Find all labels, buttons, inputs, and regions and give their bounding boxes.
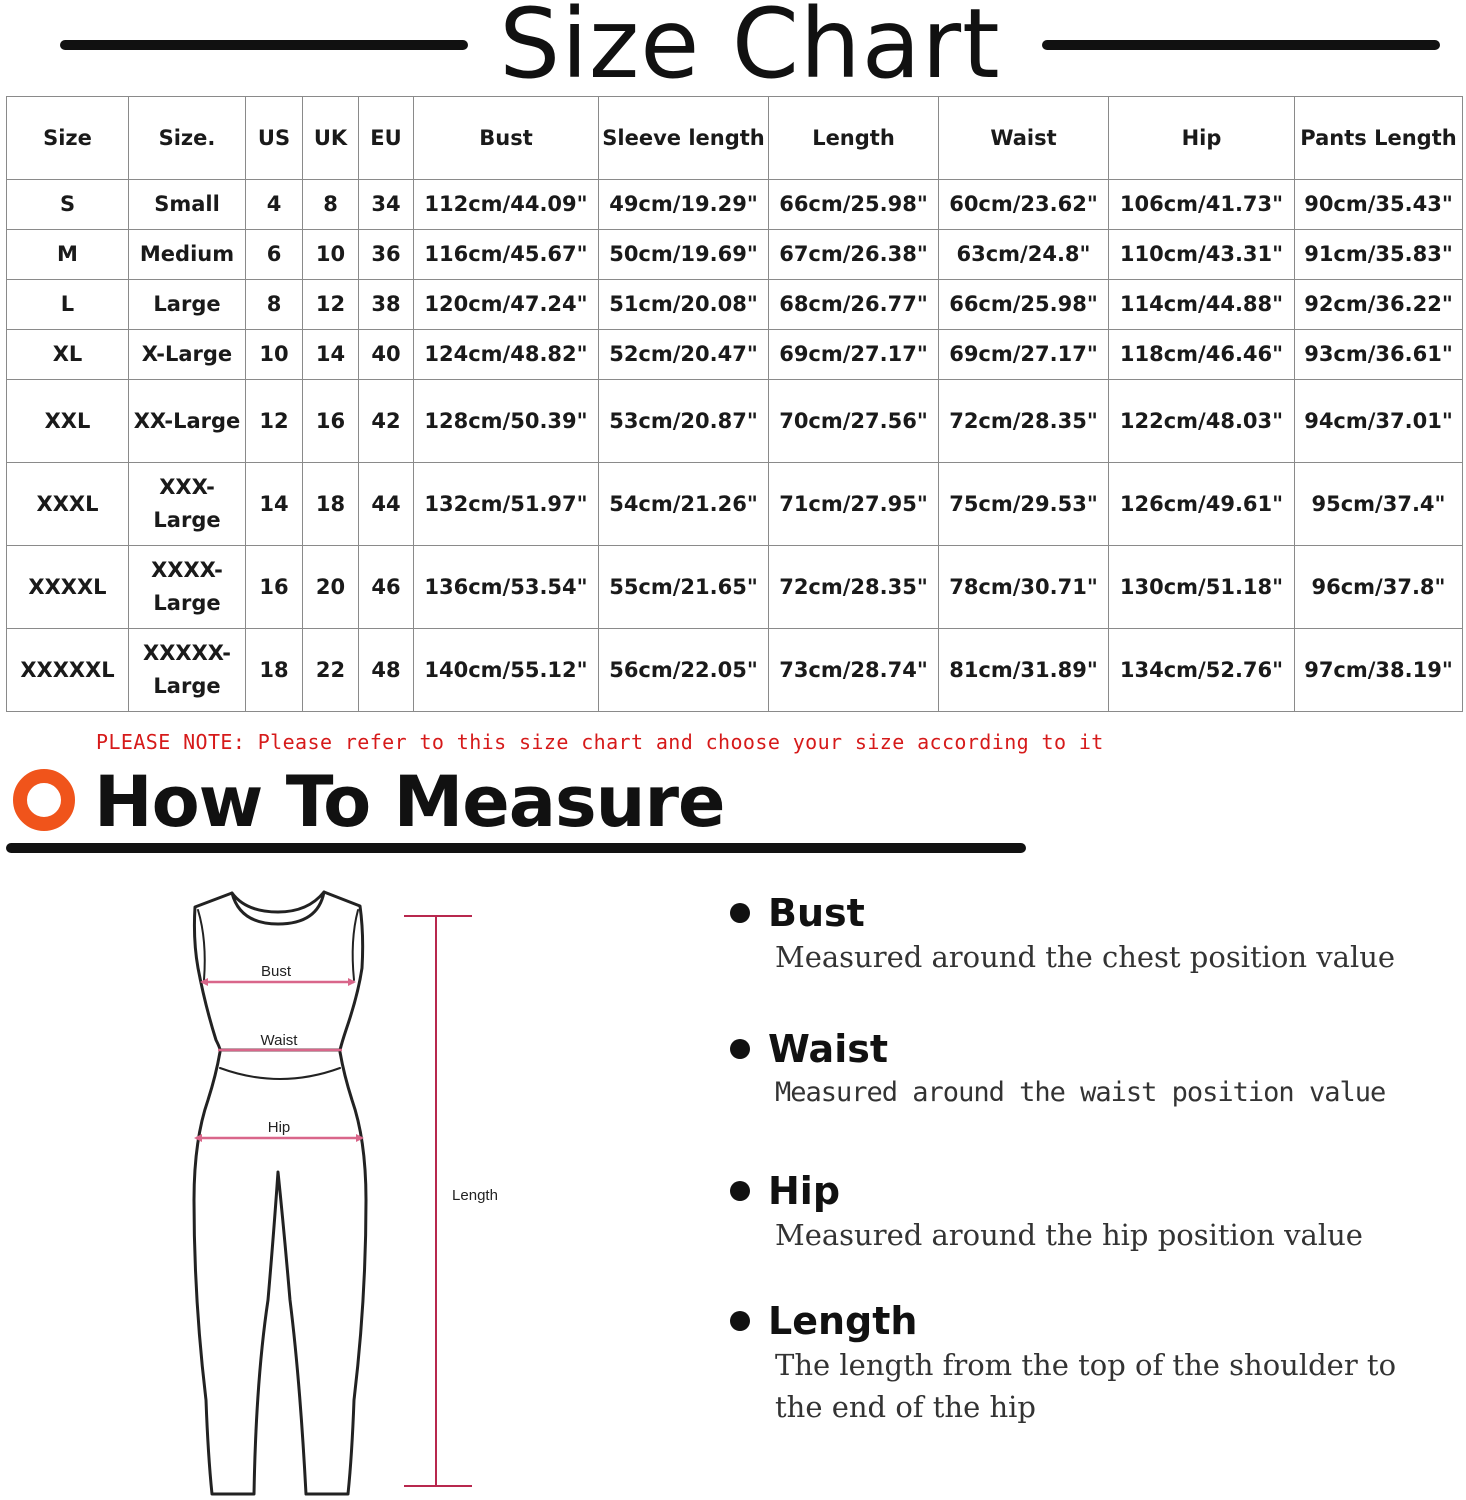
table-cell: 118cm/46.46" xyxy=(1109,330,1295,380)
table-cell: 48 xyxy=(359,629,414,712)
definition-length xyxy=(730,1298,1430,1428)
table-cell: 51cm/20.08" xyxy=(599,280,769,330)
bullet-icon xyxy=(730,1039,750,1059)
table-cell: 93cm/36.61" xyxy=(1295,330,1463,380)
table-cell: XX-Large xyxy=(129,380,246,463)
table-cell: 14 xyxy=(246,463,303,546)
definition-title: Waist xyxy=(768,1027,889,1071)
table-cell: 18 xyxy=(303,463,359,546)
table-cell: 91cm/35.83" xyxy=(1295,230,1463,280)
table-cell: 8 xyxy=(303,180,359,230)
table-cell: 10 xyxy=(246,330,303,380)
table-row xyxy=(7,230,1463,280)
table-cell: 130cm/51.18" xyxy=(1109,546,1295,629)
bullet-icon xyxy=(730,1311,750,1331)
bullet-icon xyxy=(730,903,750,923)
column-header-sleeve-length: Sleeve length xyxy=(599,97,769,180)
table-cell: 56cm/22.05" xyxy=(599,629,769,712)
table-cell: XXL xyxy=(7,380,129,463)
table-cell: 34 xyxy=(359,180,414,230)
table-cell: 70cm/27.56" xyxy=(769,380,939,463)
figure-label-hip: Hip xyxy=(267,1119,291,1136)
table-cell: 81cm/31.89" xyxy=(939,629,1109,712)
definition-text: Measured around the hip position value xyxy=(775,1218,1363,1252)
table-cell: 6 xyxy=(246,230,303,280)
table-cell: Medium xyxy=(129,230,246,280)
table-cell: 20 xyxy=(303,546,359,629)
table-cell: 68cm/26.77" xyxy=(769,280,939,330)
table-cell: 96cm/37.8" xyxy=(1295,546,1463,629)
table-cell: 44 xyxy=(359,463,414,546)
table-cell: 97cm/38.19" xyxy=(1295,629,1463,712)
table-cell: S xyxy=(7,180,129,230)
column-header-bust: Bust xyxy=(414,97,599,180)
table-cell: 18 xyxy=(246,629,303,712)
table-cell: 38 xyxy=(359,280,414,330)
definition-bust xyxy=(730,890,1430,978)
table-cell: 69cm/27.17" xyxy=(769,330,939,380)
table-cell: 72cm/28.35" xyxy=(939,380,1109,463)
table-cell: 126cm/49.61" xyxy=(1109,463,1295,546)
table-cell: 50cm/19.69" xyxy=(599,230,769,280)
table-cell: 92cm/36.22" xyxy=(1295,280,1463,330)
table-cell: 52cm/20.47" xyxy=(599,330,769,380)
table-row xyxy=(7,463,1463,546)
column-header-uk: UK xyxy=(303,97,359,180)
table-cell: 53cm/20.87" xyxy=(599,380,769,463)
table-cell: 110cm/43.31" xyxy=(1109,230,1295,280)
table-cell: XXXX-Large xyxy=(129,546,246,629)
column-header-pants-length: Pants Length xyxy=(1295,97,1463,180)
table-cell: 63cm/24.8" xyxy=(939,230,1109,280)
table-cell: 4 xyxy=(246,180,303,230)
table-cell: 122cm/48.03" xyxy=(1109,380,1295,463)
table-cell: XL xyxy=(7,330,129,380)
column-header-waist: Waist xyxy=(939,97,1109,180)
table-cell: XXX-Large xyxy=(129,463,246,546)
figure-label-length: Length xyxy=(452,1187,498,1204)
section-rule xyxy=(6,843,1026,853)
column-header-hip: Hip xyxy=(1109,97,1295,180)
table-cell: 140cm/55.12" xyxy=(414,629,599,712)
table-cell: 12 xyxy=(246,380,303,463)
table-cell: 112cm/44.09" xyxy=(414,180,599,230)
table-cell: 66cm/25.98" xyxy=(939,280,1109,330)
title-rule-right xyxy=(1042,40,1440,50)
table-cell: 134cm/52.76" xyxy=(1109,629,1295,712)
table-cell: XXXXXL xyxy=(7,629,129,712)
measurement-figure xyxy=(150,880,550,1500)
table-cell: 49cm/19.29" xyxy=(599,180,769,230)
size-table xyxy=(6,96,1463,712)
table-cell: 60cm/23.62" xyxy=(939,180,1109,230)
table-cell: 128cm/50.39" xyxy=(414,380,599,463)
size-note: PLEASE NOTE: Please refer to this size chart and choose your size according to it xyxy=(96,730,1104,754)
table-cell: 55cm/21.65" xyxy=(599,546,769,629)
table-cell: 40 xyxy=(359,330,414,380)
page-title: Size Chart xyxy=(499,0,1001,100)
table-cell: 116cm/45.67" xyxy=(414,230,599,280)
ring-icon xyxy=(12,768,76,832)
table-row xyxy=(7,629,1463,712)
table-cell: 42 xyxy=(359,380,414,463)
definition-text: Measured around the chest position value xyxy=(775,940,1396,974)
figure-label-waist: Waist xyxy=(260,1032,298,1049)
table-header-row xyxy=(7,97,1463,180)
table-cell: 67cm/26.38" xyxy=(769,230,939,280)
table-cell: 120cm/47.24" xyxy=(414,280,599,330)
figure-label-bust: Bust xyxy=(260,963,292,980)
bullet-icon xyxy=(730,1181,750,1201)
table-cell: 14 xyxy=(303,330,359,380)
table-cell: 22 xyxy=(303,629,359,712)
table-cell: 8 xyxy=(246,280,303,330)
table-cell: 66cm/25.98" xyxy=(769,180,939,230)
table-cell: X-Large xyxy=(129,330,246,380)
column-header-eu: EU xyxy=(359,97,414,180)
definition-text: Measured around the waist position value xyxy=(775,1077,1386,1108)
table-cell: XXXXL xyxy=(7,546,129,629)
definition-title: Bust xyxy=(768,891,865,935)
table-cell: 71cm/27.95" xyxy=(769,463,939,546)
definition-title: Hip xyxy=(768,1169,841,1213)
table-cell: 72cm/28.35" xyxy=(769,546,939,629)
table-cell: 16 xyxy=(246,546,303,629)
table-cell: 136cm/53.54" xyxy=(414,546,599,629)
definition-title: Length xyxy=(768,1299,918,1343)
table-row xyxy=(7,330,1463,380)
table-cell: 90cm/35.43" xyxy=(1295,180,1463,230)
table-cell: 46 xyxy=(359,546,414,629)
table-cell: 106cm/41.73" xyxy=(1109,180,1295,230)
table-cell: 114cm/44.88" xyxy=(1109,280,1295,330)
definition-waist xyxy=(730,1026,1430,1114)
column-header-size-name: Size. xyxy=(129,97,246,180)
table-cell: 36 xyxy=(359,230,414,280)
table-cell: 78cm/30.71" xyxy=(939,546,1109,629)
table-cell: XXXL xyxy=(7,463,129,546)
column-header-size: Size xyxy=(7,97,129,180)
table-cell: 54cm/21.26" xyxy=(599,463,769,546)
definition-hip xyxy=(730,1168,1430,1256)
table-cell: 124cm/48.82" xyxy=(414,330,599,380)
size-chart-header xyxy=(0,0,1466,100)
table-cell: 75cm/29.53" xyxy=(939,463,1109,546)
table-cell: 10 xyxy=(303,230,359,280)
table-row xyxy=(7,280,1463,330)
table-cell: 73cm/28.74" xyxy=(769,629,939,712)
table-row xyxy=(7,546,1463,629)
table-cell: 69cm/27.17" xyxy=(939,330,1109,380)
table-cell: 95cm/37.4" xyxy=(1295,463,1463,546)
table-row xyxy=(7,380,1463,463)
table-cell: Small xyxy=(129,180,246,230)
table-row xyxy=(7,180,1463,230)
column-header-us: US xyxy=(246,97,303,180)
title-rule-left xyxy=(60,40,468,50)
table-cell: XXXXX-Large xyxy=(129,629,246,712)
column-header-length: Length xyxy=(769,97,939,180)
table-cell: L xyxy=(7,280,129,330)
table-cell: Large xyxy=(129,280,246,330)
table-cell: 132cm/51.97" xyxy=(414,463,599,546)
how-to-measure-title: How To Measure xyxy=(94,761,725,843)
definition-text-line-2: the end of the hip xyxy=(775,1390,1036,1424)
definition-text-line-1: The length from the top of the shoulder to xyxy=(775,1348,1397,1382)
table-cell: 16 xyxy=(303,380,359,463)
table-cell: 12 xyxy=(303,280,359,330)
table-cell: 94cm/37.01" xyxy=(1295,380,1463,463)
table-cell: M xyxy=(7,230,129,280)
